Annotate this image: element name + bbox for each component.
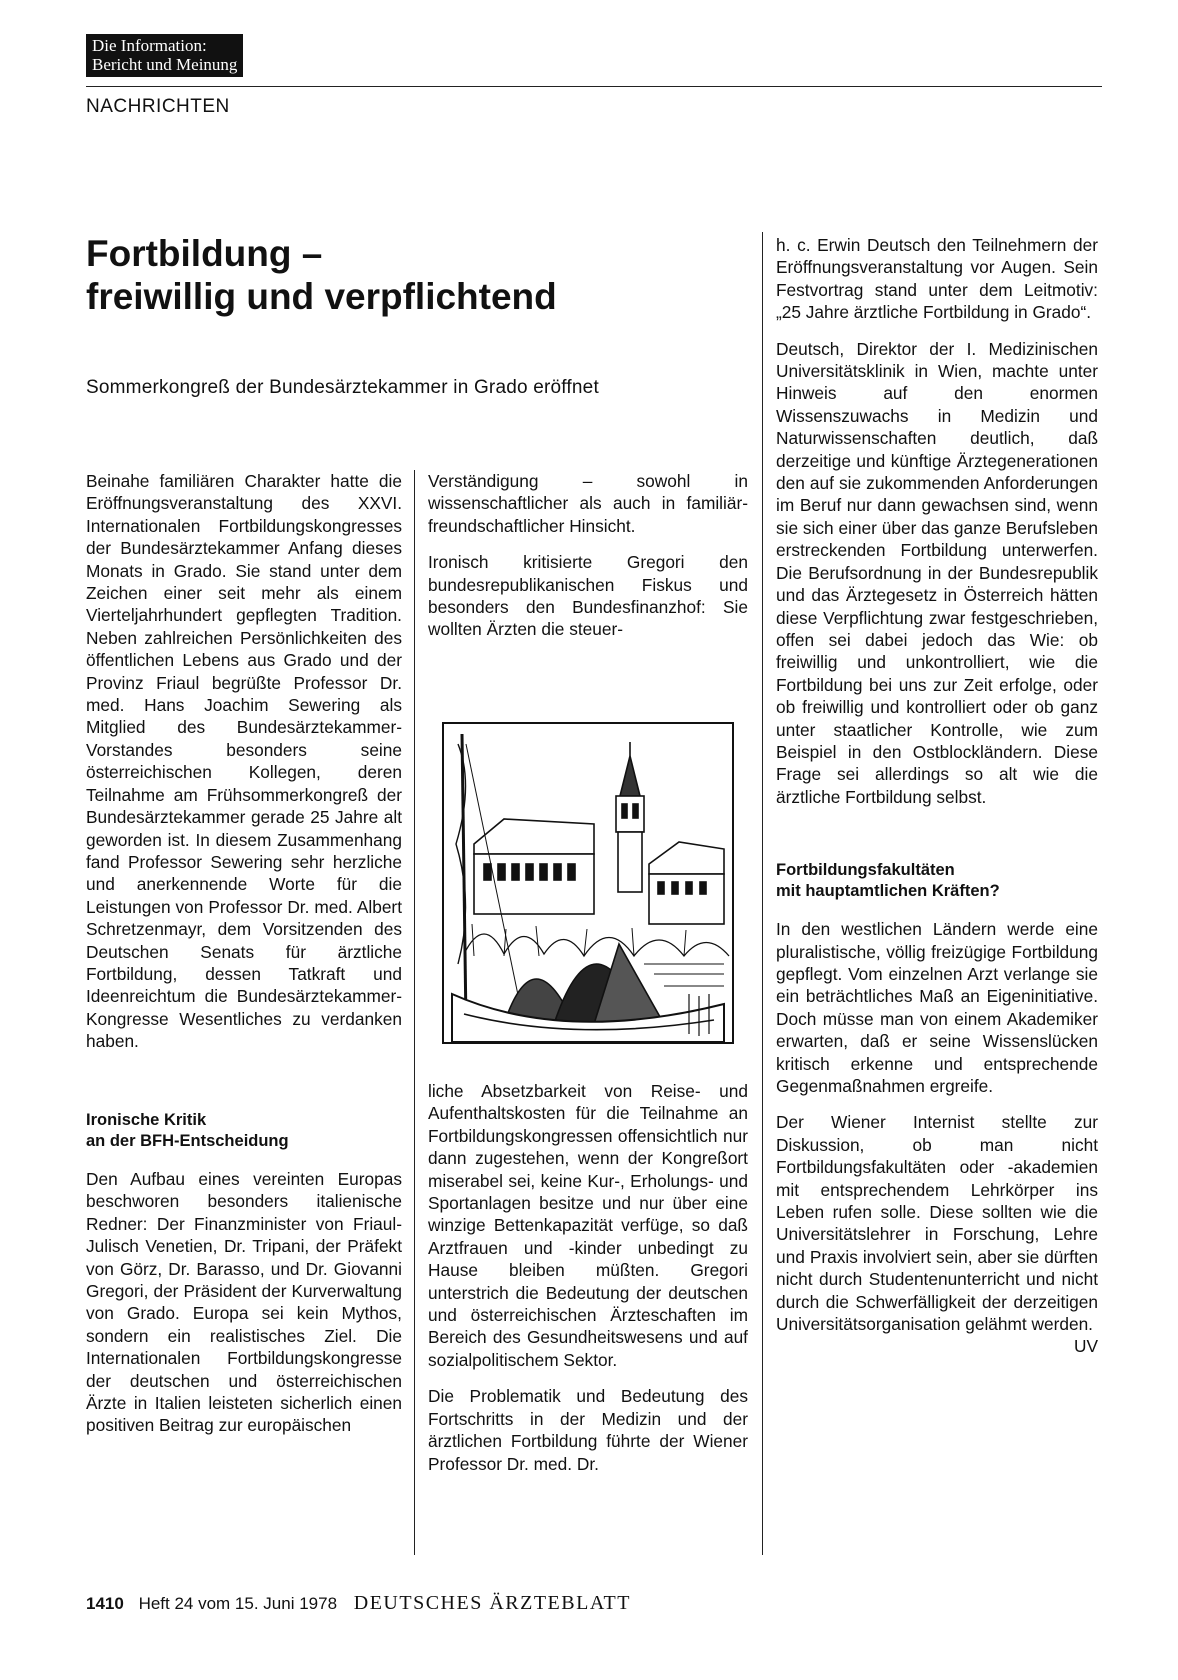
- page-footer: [86, 1592, 631, 1615]
- magazine-name: DEUTSCHES ÄRZTEBLATT: [353, 1592, 631, 1614]
- column-1-bottom: [86, 1110, 402, 1437]
- paragraph: Den Aufbau eines vereinten Europas beschworen besonders italienische Redner: Der Finanzminister von Friaul-Julisch Venetien, Dr. Tripani, der Präfekt von Görz, Dr. Barasso, und Dr. Giovanni Gregori, der Präsident der Kurverwaltung von Grado. Europa sei kein Mythos, sondern ein realistisches Ziel. Die Internationalen Fortbildungskongresse der deutschen und österreichischen Ärzte in Italien leisteten sicherlich einen positiven Beitrag zur europäischen: [86, 1169, 402, 1436]
- harbor-sketch-icon: [444, 724, 732, 1042]
- paragraph: Beinahe familiären Charakter hatte die Eröffnungsveranstaltung des XXVI. Internationalen Fortbildungskongresses der Bundesärztekammer Anfang dieses Monats in Grado. Sie stand unter dem Zeichen einer seit mehr als einem Vierteljahrhundert gepflegten Tradition. Neben zahlreichen Persönlichkeiten des öffentlichen Lebens aus Grado und der Provinz Friaul begrüßte Professor Dr. med. Hans Joachim Sewering als Mitglied des Bundesärztekammer-Vorstandes besonders seine österreichischen Kollegen, deren Teilnahme am Frühsommerkongreß der Bundesärztekammer gerade 25 Jahre alt geworden ist. In diesem Zusammenhang fand Professor Sewering sehr herzliche und anerkennende Worte für die Leistungen von Professor Dr. med. Albert Schretzenmayr, dem Vorsitzenden des Deutschen Senats für ärztliche Fortbildung, dessen Tatkraft und Ideenreichtum die Bundesärztekammer-Kongresse Wesentliches zu verdanken haben.: [86, 471, 402, 1052]
- title-line-2: freiwillig und verpflichtend: [86, 276, 557, 317]
- column-2-top: [428, 470, 748, 641]
- column-3: [776, 234, 1098, 1358]
- column-1-top: [86, 470, 402, 1053]
- paragraph: In den westlichen Ländern werde eine pluralistische, völlig freizügige Fortbildung gepflegt. Vom einzelnen Arzt verlange sie ein beträchtliches Maß an Eigeninitiative. Doch müsse man von einem Akademiker erwarten, daß er seine Wissenslücken kritisch erkenne und entsprechende Gegenmaßnahmen ergreife.: [776, 919, 1098, 1096]
- paragraph: [776, 1111, 1098, 1357]
- author-signature: UV: [1073, 1336, 1098, 1357]
- subheading-line-2: mit hauptamtlichen Kräften?: [776, 882, 1000, 901]
- subheading: [86, 1110, 402, 1152]
- page-number: 1410: [86, 1594, 124, 1613]
- section-label: NACHRICHTEN: [86, 96, 230, 117]
- column-rule-1: [414, 470, 415, 1555]
- paragraph: liche Absetzbarkeit von Reise- und Aufenthaltskosten für die Teilnahme an Fortbildungskongressen offensichtlich nur dann zugestehen, wenn der Kongreßort miserabel sei, keine Kur-, Erholungs- und Sportanlagen besitze und nur über eine winzige Bettenkapazität verfüge, so daß Arztfrauen und -kinder unbedingt zu Hause bleiben müßten. Gregori unterstrich die Bedeutung der deutschen und österreichischen Ärzteschaften im Bereich des Gesundheitswesens und auf sozialpolitischem Sektor.: [428, 1081, 748, 1370]
- section-badge: [86, 34, 243, 77]
- subheading-line-1: Fortbildungsfakultäten: [776, 861, 955, 880]
- paragraph: Ironisch kritisierte Gregori den bundesrepublikanischen Fiskus und besonders den Bundesfinanzhof: Sie wollten Ärzten die steuer-: [428, 552, 748, 640]
- badge-line-1: Die Information:: [92, 36, 207, 55]
- paragraph-text: Der Wiener Internist stellte zur Diskussion, ob man nicht Fortbildungsfakultäten oder -akademien mit entsprechendem Lehrkörper ins Leben rufen solle. Diese sollten wie die Universitätslehrer in Forschung, Lehre und Praxis involviert sein, aber sie dürften nicht durch Studentenunterricht und nicht durch die Schwerfälligkeit der derzeitigen Universitätsorganisation gelähmt werden.: [776, 1112, 1098, 1335]
- badge-line-2: Bericht und Meinung: [92, 55, 238, 74]
- column-rule-2: [762, 232, 763, 1555]
- header-rule: [86, 86, 1102, 87]
- paragraph: Die Problematik und Bedeutung des Fortschritts in der Medizin und der ärztlichen Fortbildung führte der Wiener Professor Dr. med. Dr.: [428, 1386, 748, 1474]
- subheading: [776, 860, 1098, 902]
- paragraph: Verständigung – sowohl in wissenschaftlicher als auch in familiär-freundschaftlicher Hinsicht.: [428, 471, 748, 536]
- column-2-bottom: [428, 1080, 748, 1475]
- subheading-line-2: an der BFH-Entscheidung: [86, 1132, 289, 1150]
- paragraph: h. c. Erwin Deutsch den Teilnehmern der Eröffnungsveranstaltung vor Augen. Sein Festvortrag stand unter dem Leitmotiv: „25 Jahre ärztliche Fortbildung in Grado“.: [776, 235, 1098, 323]
- article-title: [86, 232, 726, 318]
- issue-info: Heft 24 vom 15. Juni 1978: [138, 1594, 338, 1613]
- subheading-line-1: Ironische Kritik: [86, 1111, 207, 1129]
- paragraph: Deutsch, Direktor der I. Medizinischen Universitätsklinik in Wien, machte unter Hinweis auf den enormen Wissenszuwachs in Medizin und Naturwissenschaften deutlich, daß derzeitige und künftige Ärztegenerationen den auf sie zukommenden Anforderungen im Beruf nur dann gewachsen sind, wenn sie sich einer über das ganze Berufsleben erstreckenden Fortbildung unterwerfen. Die Berufsordnung in der Bundesrepublik und das Ärztegesetz in Österreich hätten diese Verpflichtung zwar festgeschrieben, offen sei dabei jedoch das Wie: ob freiwillig und unkontrolliert, wie die Fortbildung bei uns zur Zeit erfolge, oder ob freiwillig und kontrolliert oder ob ganz unter staatlicher Kontrolle, wie zum Beispiel in den Ostblockländern. Diese Frage sei allerdings so alt wie die ärztliche Fortbildung selbst.: [776, 338, 1098, 807]
- title-line-1: Fortbildung –: [86, 233, 323, 274]
- article-subtitle: Sommerkongreß der Bundesärztekammer in Grado eröffnet: [86, 377, 599, 398]
- grado-harbor-illustration: [442, 722, 734, 1044]
